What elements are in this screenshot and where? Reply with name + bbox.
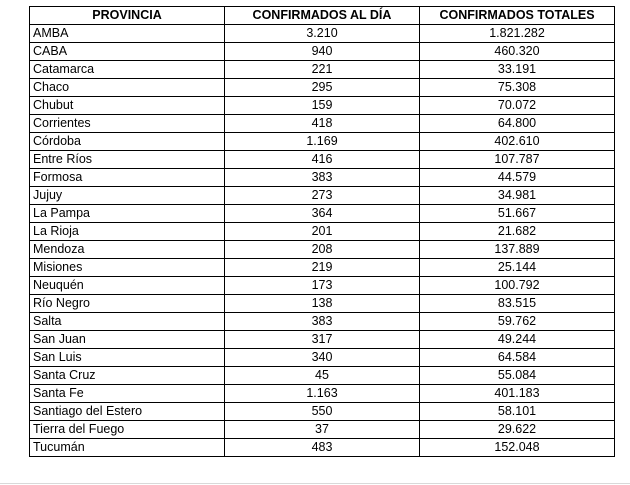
cell-confirmados-al-dia: 1.169 [225, 133, 420, 151]
table-row [30, 61, 615, 79]
table-row [30, 133, 615, 151]
cell-provincia: Salta [30, 313, 225, 331]
cell-provincia: Misiones [30, 259, 225, 277]
cell-confirmados-totales: 100.792 [420, 277, 615, 295]
table-row [30, 349, 615, 367]
cell-confirmados-al-dia: 273 [225, 187, 420, 205]
confirmed-cases-table [29, 6, 615, 457]
cell-confirmados-al-dia: 1.163 [225, 385, 420, 403]
table-row [30, 421, 615, 439]
table-row [30, 241, 615, 259]
cell-provincia: Tierra del Fuego [30, 421, 225, 439]
cell-confirmados-totales: 25.144 [420, 259, 615, 277]
table-header-row [30, 7, 615, 25]
cell-confirmados-al-dia: 3.210 [225, 25, 420, 43]
table-row [30, 25, 615, 43]
cell-confirmados-totales: 49.244 [420, 331, 615, 349]
table-row [30, 367, 615, 385]
cell-confirmados-al-dia: 208 [225, 241, 420, 259]
table-row [30, 259, 615, 277]
cell-confirmados-totales: 75.308 [420, 79, 615, 97]
header-provincia: PROVINCIA [30, 7, 225, 25]
cell-confirmados-totales: 152.048 [420, 439, 615, 457]
cell-confirmados-totales: 137.889 [420, 241, 615, 259]
cell-provincia: Tucumán [30, 439, 225, 457]
cell-confirmados-totales: 107.787 [420, 151, 615, 169]
page-bottom-divider [0, 483, 630, 484]
cell-confirmados-totales: 64.800 [420, 115, 615, 133]
cell-provincia: Río Negro [30, 295, 225, 313]
table-row [30, 43, 615, 61]
cell-confirmados-totales: 402.610 [420, 133, 615, 151]
cell-provincia: Corrientes [30, 115, 225, 133]
cell-confirmados-totales: 83.515 [420, 295, 615, 313]
cell-confirmados-totales: 1.821.282 [420, 25, 615, 43]
cell-provincia: Catamarca [30, 61, 225, 79]
table-row [30, 295, 615, 313]
cell-confirmados-al-dia: 37 [225, 421, 420, 439]
cell-confirmados-totales: 59.762 [420, 313, 615, 331]
cell-confirmados-al-dia: 221 [225, 61, 420, 79]
table-row [30, 169, 615, 187]
cell-confirmados-al-dia: 340 [225, 349, 420, 367]
table-row [30, 205, 615, 223]
table-row [30, 331, 615, 349]
table-row [30, 115, 615, 133]
header-confirmados-al-dia: CONFIRMADOS AL DÍA [225, 7, 420, 25]
cell-confirmados-totales: 70.072 [420, 97, 615, 115]
cell-provincia: Entre Ríos [30, 151, 225, 169]
cell-confirmados-al-dia: 295 [225, 79, 420, 97]
cell-confirmados-al-dia: 317 [225, 331, 420, 349]
table-row [30, 313, 615, 331]
cell-provincia: Neuquén [30, 277, 225, 295]
cell-provincia: Jujuy [30, 187, 225, 205]
cell-confirmados-al-dia: 483 [225, 439, 420, 457]
cell-provincia: La Pampa [30, 205, 225, 223]
cell-confirmados-al-dia: 138 [225, 295, 420, 313]
cell-confirmados-totales: 21.682 [420, 223, 615, 241]
cell-provincia: Chubut [30, 97, 225, 115]
table-row [30, 385, 615, 403]
cell-confirmados-al-dia: 219 [225, 259, 420, 277]
cell-provincia: San Luis [30, 349, 225, 367]
cell-provincia: Mendoza [30, 241, 225, 259]
cell-provincia: Córdoba [30, 133, 225, 151]
table-row [30, 151, 615, 169]
table-body [30, 25, 615, 457]
table-row [30, 403, 615, 421]
cell-provincia: San Juan [30, 331, 225, 349]
cell-confirmados-totales: 29.622 [420, 421, 615, 439]
cell-confirmados-al-dia: 383 [225, 313, 420, 331]
cell-provincia: Santiago del Estero [30, 403, 225, 421]
cell-confirmados-al-dia: 550 [225, 403, 420, 421]
cell-confirmados-totales: 44.579 [420, 169, 615, 187]
cell-provincia: Santa Fe [30, 385, 225, 403]
cell-confirmados-al-dia: 383 [225, 169, 420, 187]
table-row [30, 223, 615, 241]
cell-confirmados-al-dia: 173 [225, 277, 420, 295]
cell-confirmados-totales: 58.101 [420, 403, 615, 421]
cell-confirmados-al-dia: 940 [225, 43, 420, 61]
table-row [30, 79, 615, 97]
cell-confirmados-al-dia: 418 [225, 115, 420, 133]
header-confirmados-totales: CONFIRMADOS TOTALES [420, 7, 615, 25]
cell-provincia: Formosa [30, 169, 225, 187]
cell-provincia: La Rioja [30, 223, 225, 241]
cell-confirmados-al-dia: 201 [225, 223, 420, 241]
cell-confirmados-al-dia: 364 [225, 205, 420, 223]
cell-confirmados-totales: 401.183 [420, 385, 615, 403]
cell-confirmados-al-dia: 45 [225, 367, 420, 385]
cell-confirmados-totales: 51.667 [420, 205, 615, 223]
cell-provincia: Chaco [30, 79, 225, 97]
table-row [30, 187, 615, 205]
table-row [30, 277, 615, 295]
cell-confirmados-al-dia: 159 [225, 97, 420, 115]
cell-provincia: AMBA [30, 25, 225, 43]
cell-confirmados-totales: 55.084 [420, 367, 615, 385]
cell-confirmados-al-dia: 416 [225, 151, 420, 169]
cell-confirmados-totales: 64.584 [420, 349, 615, 367]
cell-confirmados-totales: 34.981 [420, 187, 615, 205]
table-row [30, 97, 615, 115]
cell-provincia: Santa Cruz [30, 367, 225, 385]
table-row [30, 439, 615, 457]
cell-confirmados-totales: 460.320 [420, 43, 615, 61]
cell-provincia: CABA [30, 43, 225, 61]
cell-confirmados-totales: 33.191 [420, 61, 615, 79]
